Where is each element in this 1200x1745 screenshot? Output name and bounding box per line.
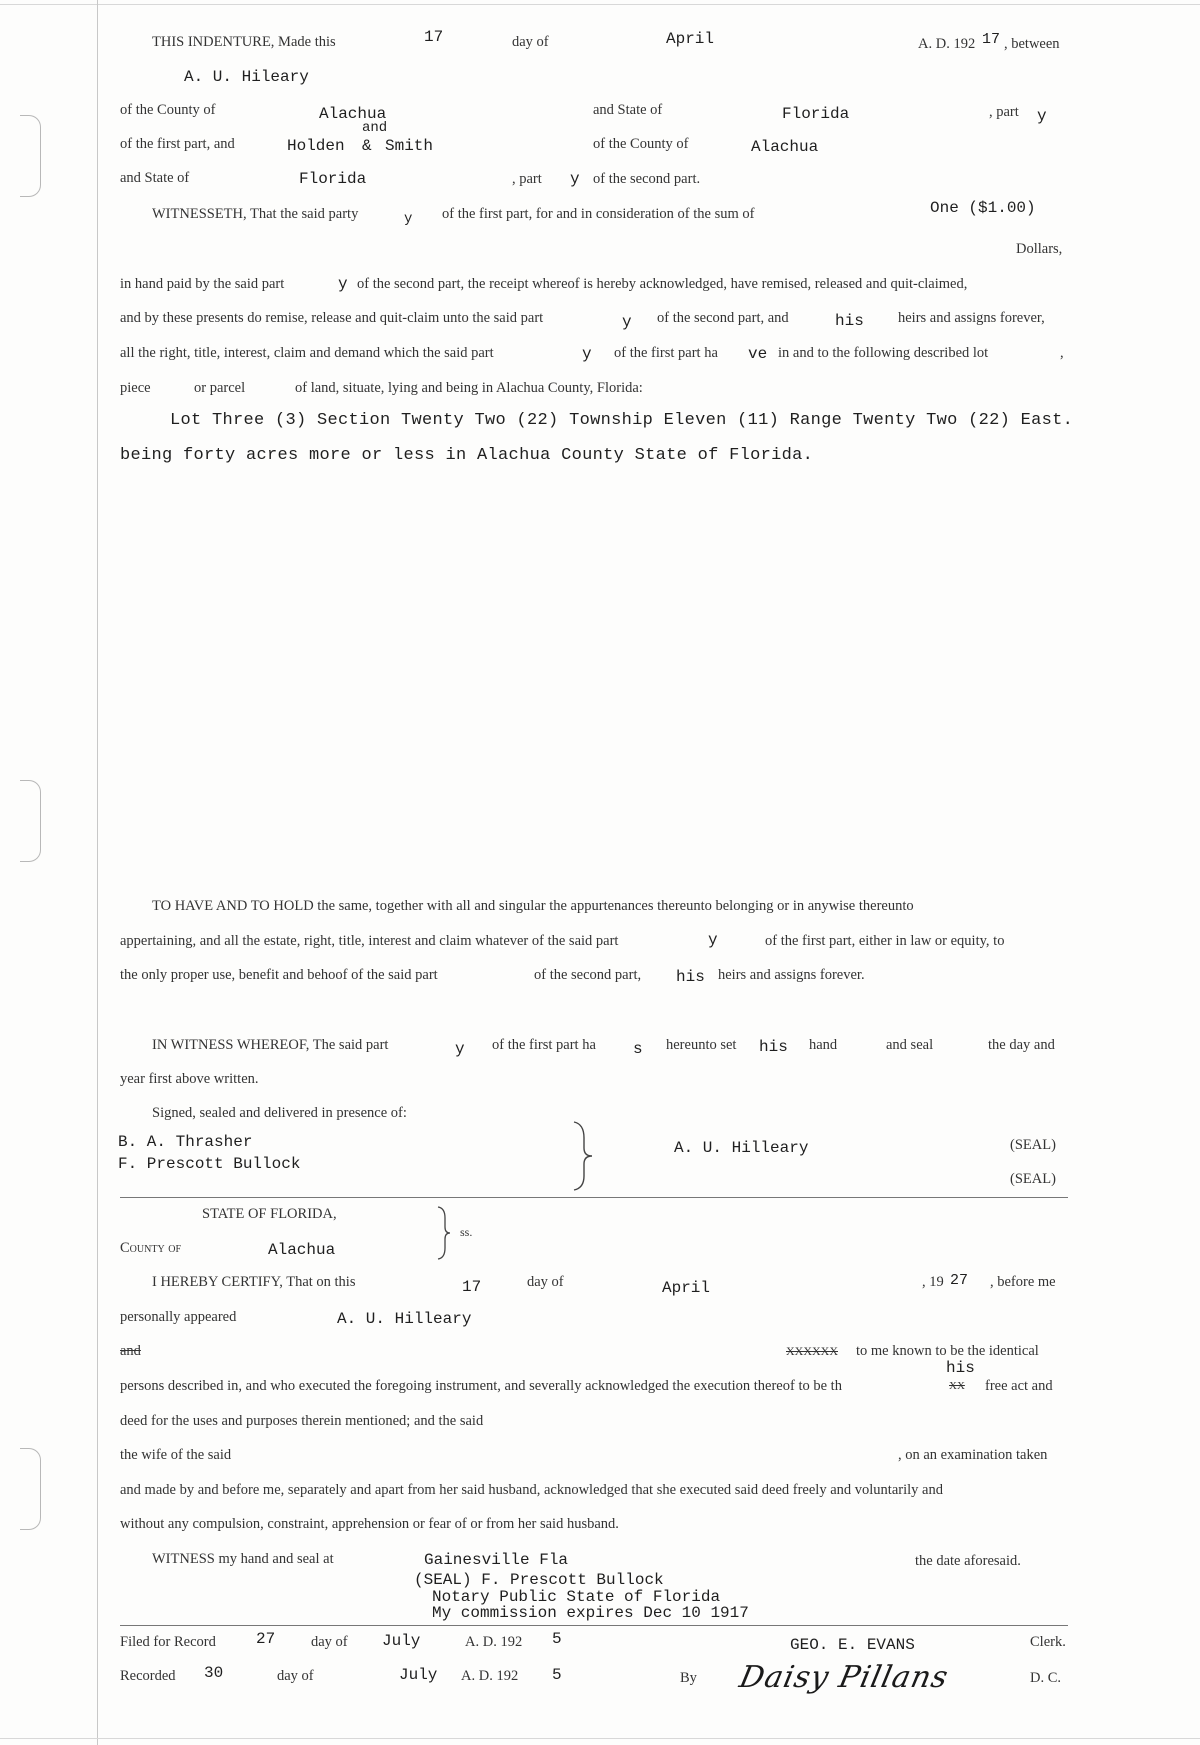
section-divider <box>120 1197 1068 1198</box>
without-compulsion-line: without any compulsion, constraint, apprehension or fear of or from her said husband. <box>120 1516 619 1532</box>
struck-text: XXXXXX <box>786 1344 838 1358</box>
witness-hand-label: WITNESS my hand and seal at <box>152 1551 334 1567</box>
recorded-day-of: day of <box>277 1668 314 1684</box>
signed-sealed-label: Signed, sealed and delivered in presence of: <box>152 1105 407 1121</box>
indenture-day-of: day of <box>512 34 549 50</box>
made-by-line: and made by and before me, separately and apart from her said husband, acknowledged that she executed said deed freely and voluntarily and <box>120 1482 943 1498</box>
seal-mark-1: (SEAL) <box>1010 1137 1056 1153</box>
party-fill: y <box>338 275 348 293</box>
party-fill: y <box>455 1040 465 1058</box>
witness-place: Gainesville Fla <box>424 1551 569 1569</box>
deed-uses-line: deed for the uses and purposes therein mentioned; and the said <box>120 1413 484 1429</box>
his-fill: his <box>759 1038 788 1056</box>
party-fill: y <box>582 345 592 363</box>
party-fill: y <box>622 313 632 331</box>
recorded-day: 30 <box>204 1664 224 1682</box>
recorded-label: Recorded <box>120 1668 176 1684</box>
clerk-name: GEO. E. EVANS <box>790 1636 915 1654</box>
right-brace-icon <box>572 1120 594 1192</box>
his-fill: his <box>676 968 705 986</box>
indenture-lead: THIS INDENTURE, Made this <box>152 34 336 50</box>
recorded-year: 5 <box>552 1666 562 1684</box>
habendum-line2-rest: of the first part, either in law or equity, to <box>765 933 1005 949</box>
county-of-label: of the County of <box>120 102 216 118</box>
remise-rest: heirs and assigns forever, <box>898 310 1045 326</box>
filed-for-record-label: Filed for Record <box>120 1634 216 1650</box>
habendum-line2-lead: appertaining, and all the estate, right, title, interest and claim whatever of the said part <box>120 933 619 949</box>
grantee-name-b: Smith <box>385 137 434 155</box>
grantor-signature: A. U. Hilleary <box>674 1139 809 1157</box>
grantee-state: Florida <box>299 170 367 188</box>
state-of-label: and State of <box>593 102 663 118</box>
binder-hole-icon <box>20 780 41 862</box>
right-brace-icon <box>436 1205 452 1261</box>
parcel-label: or parcel <box>194 380 246 396</box>
recorded-month: July <box>399 1666 438 1684</box>
ack-person: A. U. Hilleary <box>337 1310 472 1328</box>
dollars-label: Dollars, <box>1016 241 1063 257</box>
grantee-amp: & <box>362 137 372 155</box>
ack-year-fill: 27 <box>950 1272 969 1289</box>
persons-described: persons described in, and who executed the foregoing instrument, and severally acknowledged the execution thereof to be th <box>120 1378 842 1394</box>
hand-paid-rest: of the second part, the receipt whereof is hereby acknowledged, have remised, released and quit-claimed, <box>357 276 968 292</box>
ack-month: April <box>662 1279 711 1297</box>
clerk-label: Clerk. <box>1030 1634 1066 1650</box>
witnesseth-rest: of the first part, for and in consideration of the sum of <box>442 206 755 222</box>
piece-label: piece <box>120 380 151 396</box>
his-above: his <box>946 1359 975 1377</box>
habendum-line3-rest: heirs and assigns forever. <box>718 967 865 983</box>
habendum-line3-mid: of the second part, <box>534 967 642 983</box>
right-title-lead: all the right, title, interest, claim and demand which the said part <box>120 345 494 361</box>
party-fill: y <box>708 931 718 949</box>
seal-mark-2: (SEAL) <box>1010 1171 1056 1187</box>
s-fill: s <box>633 1040 643 1058</box>
party-fill: y <box>404 211 413 227</box>
personally-appeared-label: personally appeared <box>120 1309 237 1325</box>
grantor-name: A. U. Hileary <box>184 68 309 86</box>
ack-year-prefix: , 19 <box>922 1274 944 1290</box>
indenture-between: , between <box>1004 36 1060 52</box>
legal-description-line2: being forty acres more or less in Alachua County State of Florida. <box>120 446 814 465</box>
witness-name-2: F. Prescott Bullock <box>118 1155 301 1173</box>
struck-and: and <box>120 1343 141 1359</box>
examination-label: , on an examination taken <box>898 1447 1048 1463</box>
party-fill: y <box>1037 107 1047 125</box>
day-and-label: the day and <box>988 1037 1055 1053</box>
habendum-line3-lead: the only proper use, benefit and behoof of the said part <box>120 967 438 983</box>
date-aforesaid-label: the date aforesaid. <box>915 1553 1021 1569</box>
remise-mid: of the second part, and <box>657 310 789 326</box>
notary-title: Notary Public State of Florida <box>432 1588 721 1606</box>
right-title-mid: of the first part ha <box>614 345 718 361</box>
ack-day: 17 <box>462 1278 482 1296</box>
notary-seal-name: (SEAL) F. Prescott Bullock <box>414 1571 664 1589</box>
free-act-label: free act and <box>985 1378 1053 1394</box>
ack-day-of: day of <box>527 1274 564 1290</box>
by-label: By <box>680 1670 697 1686</box>
indenture-ad: A. D. 192 <box>918 36 976 52</box>
binder-hole-icon <box>20 115 41 197</box>
deputy-clerk-label: D. C. <box>1030 1670 1062 1686</box>
notary-commission: My commission expires Dec 10 1917 <box>432 1604 749 1622</box>
state-of-label: and State of <box>120 170 190 186</box>
filed-day: 27 <box>256 1630 276 1648</box>
ack-county: Alachua <box>268 1241 336 1259</box>
ss-label: ss. <box>460 1225 473 1239</box>
witnesseth-lead: WITNESSETH, That the said party <box>152 206 359 222</box>
grantor-county: Alachua <box>319 105 387 123</box>
in-witness-lead: IN WITNESS WHEREOF, The said part <box>152 1037 389 1053</box>
certify-lead: I HEREBY CERTIFY, That on this <box>152 1274 356 1290</box>
filed-year: 5 <box>552 1630 562 1648</box>
recorded-ad: A. D. 192 <box>461 1668 519 1684</box>
hand-label: hand <box>809 1037 838 1053</box>
grantor-state: Florida <box>782 105 850 123</box>
filed-ad: A. D. 192 <box>465 1634 523 1650</box>
grantee-name-a: Holden <box>287 137 345 155</box>
before-me-label: , before me <box>990 1274 1056 1290</box>
consideration-sum: One ($1.00) <box>930 199 1036 217</box>
land-situate: of land, situate, lying and being in Alachua County, Florida: <box>295 380 643 396</box>
his-fill: his <box>835 312 864 330</box>
top-edge-line <box>0 4 1200 5</box>
wife-of-label: the wife of the said <box>120 1447 232 1463</box>
witness-name-1: B. A. Thrasher <box>118 1133 253 1151</box>
indenture-month: April <box>666 30 715 48</box>
bottom-edge-line <box>0 1738 1200 1739</box>
year-first-label: year first above written. <box>120 1071 259 1087</box>
second-part-label: of the second part. <box>593 171 701 187</box>
hand-paid-lead: in hand paid by the said part <box>120 276 285 292</box>
lot-comma: , <box>1060 345 1064 361</box>
grantee-county: Alachua <box>751 138 819 156</box>
left-margin-line <box>97 0 98 1745</box>
known-to-be-label: to me known to be the identical <box>856 1343 1039 1359</box>
struck-ir: XX <box>949 1380 965 1392</box>
party-fill: y <box>570 170 580 188</box>
seal-label: and seal <box>886 1037 934 1053</box>
party-label: , part <box>512 171 542 187</box>
binder-hole-icon <box>20 1448 41 1530</box>
county-of-label: of the County of <box>593 136 689 152</box>
state-of-florida: STATE OF FLORIDA, <box>202 1206 337 1222</box>
habendum-line1: TO HAVE AND TO HOLD the same, together with all and singular the appurtenances thereunto belonging or in anywise thereunto <box>152 898 914 914</box>
deputy-clerk-signature: Daisy Pillans <box>736 1660 952 1695</box>
legal-description-line1: Lot Three (3) Section Twenty Two (22) Township Eleven (11) Range Twenty Two (22) East. <box>170 411 1074 430</box>
ve-fill: ve <box>748 345 768 363</box>
section-divider <box>120 1625 1068 1626</box>
filed-month: July <box>382 1632 421 1650</box>
party-label: , part <box>989 104 1019 120</box>
county-of-label: County of <box>120 1240 182 1256</box>
grantee-and: and <box>362 120 388 136</box>
indenture-day: 17 <box>424 28 444 46</box>
first-part-label: of the first part, and <box>120 136 235 152</box>
in-witness-mid1: of the first part ha <box>492 1037 596 1053</box>
filed-day-of: day of <box>311 1634 348 1650</box>
in-witness-mid2: hereunto set <box>666 1037 737 1053</box>
indenture-year: 17 <box>982 31 1001 48</box>
remise-lead: and by these presents do remise, release and quit-claim unto the said part <box>120 310 544 326</box>
right-title-rest: in and to the following described lot <box>778 345 989 361</box>
